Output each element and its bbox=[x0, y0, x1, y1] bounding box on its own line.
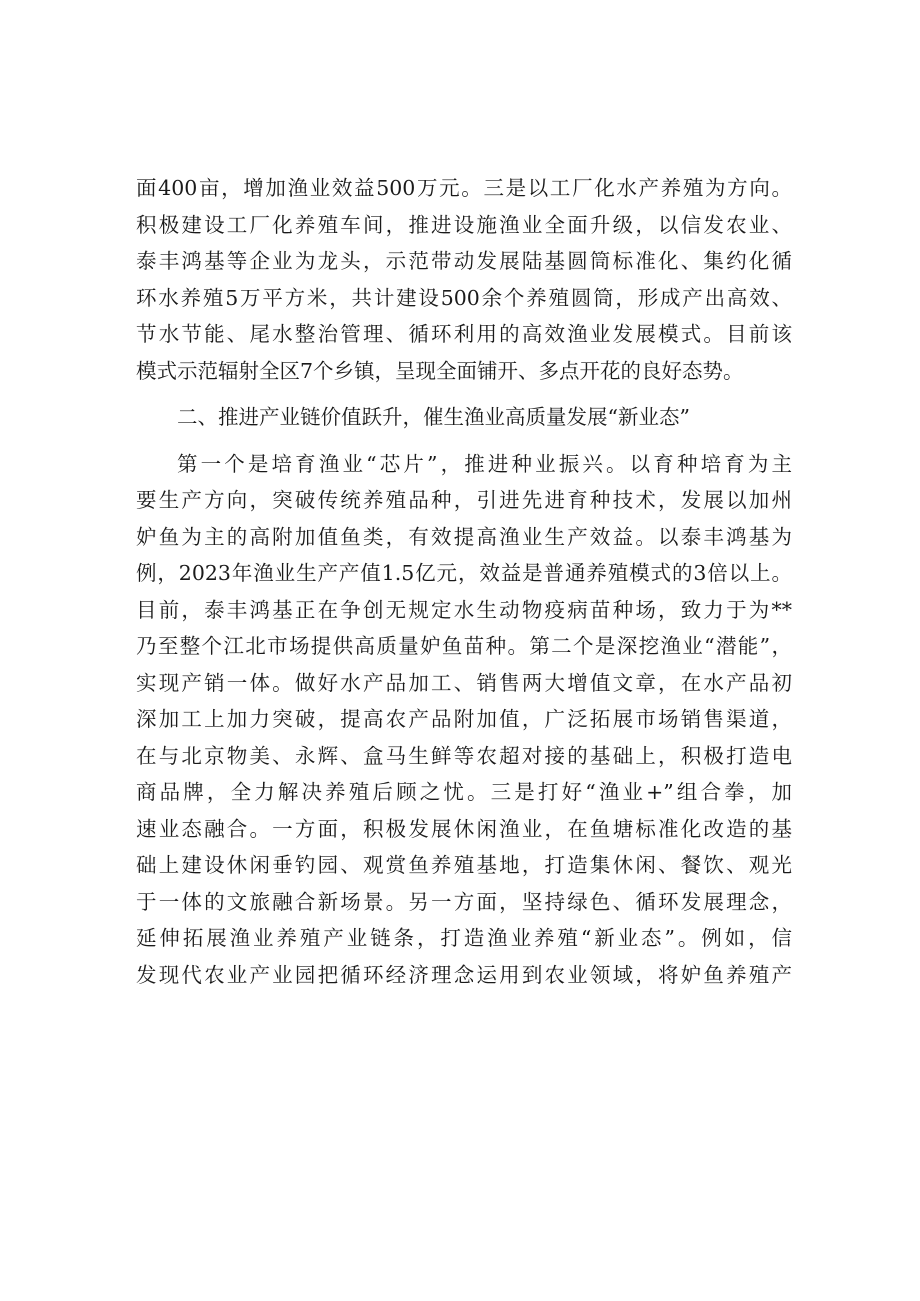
text-line: 例，2023年渔业生产产值1.5亿元，效益是普通养殖模式的3倍以上。 bbox=[136, 561, 792, 585]
text-line: 节水节能、尾水整治管理、循环利用的高效渔业发展模式。目前该 bbox=[136, 322, 792, 346]
text-line: 深加工上加力突破，提高农产品附加值，广泛拓展市场销售渠道， bbox=[136, 707, 792, 731]
text-line: 第一个是培育渔业“芯片”，推进种业振兴。以育种培育为主 bbox=[177, 451, 792, 476]
text-line: 环水养殖5万平方米，共计建设500余个养殖圆筒，形成产出高效、 bbox=[136, 285, 792, 310]
text-line: 速业态融合。一方面，积极发展休闲渔业，在鱼塘标准化改造的基 bbox=[136, 816, 792, 841]
text-line: 于一体的文旅融合新场景。另一方面，坚持绿色、循环发展理念， bbox=[136, 889, 792, 914]
text-line: 泰丰鸿基等企业为龙头，示范带动发展陆基圆筒标准化、集约化循 bbox=[136, 249, 792, 273]
text-line: 延伸拓展渔业养殖产业链条，打造渔业养殖“新业态”。例如，信 bbox=[136, 926, 792, 950]
text-line: 要生产方向，突破传统养殖品种，引进先进育种技术，发展以加州 bbox=[136, 488, 792, 512]
text-line: 商品牌，全力解决养殖后顾之忧。三是打好“渔业+”组合拳，加 bbox=[136, 780, 792, 804]
paragraph-gap bbox=[136, 436, 792, 446]
text-line: 面400亩，增加渔业效益500万元。三是以工厂化水产养殖为方向。 bbox=[136, 176, 792, 200]
text-line: 积极建设工厂化养殖车间，推进设施渔业全面升级，以信发农业、 bbox=[136, 212, 792, 237]
section-heading: 二、推进产业链价值跃升，催生渔业高质量发展“新业态” bbox=[177, 405, 690, 429]
text-line: 实现产销一体。做好水产品加工、销售两大增值文章，在水产品初 bbox=[136, 670, 792, 695]
text-line: 在与北京物美、永辉、盒马生鲜等农超对接的基础上，积极打造电 bbox=[136, 743, 792, 768]
text-line: 乃至整个江北市场提供高质量妒鱼苗种。第二个是深挖渔业“潜能”， bbox=[136, 634, 792, 658]
text-line: 妒鱼为主的高附加值鱼类，有效提高渔业生产效益。以泰丰鸿基为 bbox=[136, 524, 792, 549]
text-line: 模式示范辐射全区7个乡镇，呈现全面铺开、多点开花的良好态势。 bbox=[136, 358, 744, 383]
paragraph-gap bbox=[136, 389, 792, 399]
paragraph-fishery-factory bbox=[136, 170, 792, 389]
text-line: 目前，泰丰鸿基正在争创无规定水生动物疫病苗种场，致力于为** bbox=[136, 597, 792, 622]
document-body bbox=[136, 170, 792, 993]
paragraph-industry-chain bbox=[136, 446, 792, 994]
text-line: 发现代农业产业园把循环经济理念运用到农业领域，将妒鱼养殖产 bbox=[136, 962, 792, 987]
text-line: 础上建设休闲垂钓园、观赏鱼养殖基地，打造集休闲、餐饮、观光 bbox=[136, 853, 792, 877]
